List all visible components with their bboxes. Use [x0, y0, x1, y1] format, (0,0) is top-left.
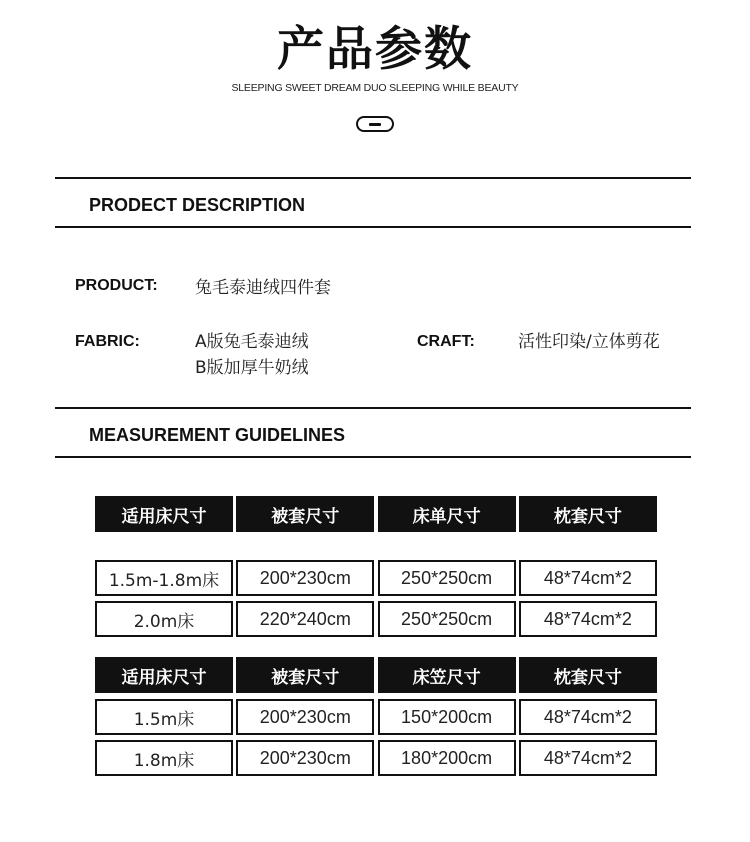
table-cell: 48*74cm*2	[519, 740, 657, 776]
page-subtitle: SLEEPING SWEET DREAM DUO SLEEPING WHILE BEAUTY	[231, 82, 519, 94]
table-cell: 180*200cm	[378, 740, 516, 776]
table-header-cell: 床笠尺寸	[378, 657, 516, 693]
fabric-value-a: A版兔毛泰迪绒	[195, 332, 309, 352]
product-value: 兔毛泰迪绒四件套	[195, 278, 331, 298]
table-cell: 200*230cm	[236, 560, 374, 596]
table-header-cell: 床单尺寸	[378, 496, 516, 532]
craft-value: 活性印染/立体剪花	[518, 332, 660, 352]
table-cell: 200*230cm	[236, 699, 374, 735]
section-divider-top	[55, 407, 691, 409]
section-divider-top	[55, 177, 691, 179]
table-cell: 200*230cm	[236, 740, 374, 776]
table-cell: 1.5m床	[95, 699, 233, 735]
table-header-cell: 被套尺寸	[236, 496, 374, 532]
table-cell: 250*250cm	[378, 601, 516, 637]
measurement-heading: MEASUREMENT GUIDELINES	[89, 425, 346, 445]
fabric-value-b: B版加厚牛奶绒	[195, 358, 309, 378]
table-cell: 220*240cm	[236, 601, 374, 637]
table-header-cell: 枕套尺寸	[519, 657, 657, 693]
table-cell: 1.5m-1.8m床	[95, 560, 233, 596]
table-cell: 150*200cm	[378, 699, 516, 735]
table-row	[95, 560, 655, 596]
page-title: 产品参数	[277, 22, 473, 77]
fabric-label: FABRIC:	[75, 333, 140, 350]
table-cell: 48*74cm*2	[519, 699, 657, 735]
table2-header	[95, 657, 655, 693]
table-cell: 2.0m床	[95, 601, 233, 637]
section-divider-bottom	[55, 456, 691, 458]
table-row	[95, 601, 655, 637]
table-header-cell: 适用床尺寸	[95, 657, 233, 693]
product-label: PRODUCT:	[75, 277, 158, 294]
table-row	[95, 699, 655, 735]
table-cell: 250*250cm	[378, 560, 516, 596]
section-divider-bottom	[55, 226, 691, 228]
table-header-cell: 被套尺寸	[236, 657, 374, 693]
table1-header	[95, 496, 655, 532]
table-cell: 48*74cm*2	[519, 601, 657, 637]
craft-label: CRAFT:	[417, 333, 475, 350]
description-heading: PRODECT DESCRIPTION	[89, 195, 306, 215]
table-row	[95, 740, 655, 776]
table-header-cell: 适用床尺寸	[95, 496, 233, 532]
table-cell: 48*74cm*2	[519, 560, 657, 596]
decorative-pill-icon	[356, 116, 394, 132]
table-header-cell: 枕套尺寸	[519, 496, 657, 532]
table-cell: 1.8m床	[95, 740, 233, 776]
